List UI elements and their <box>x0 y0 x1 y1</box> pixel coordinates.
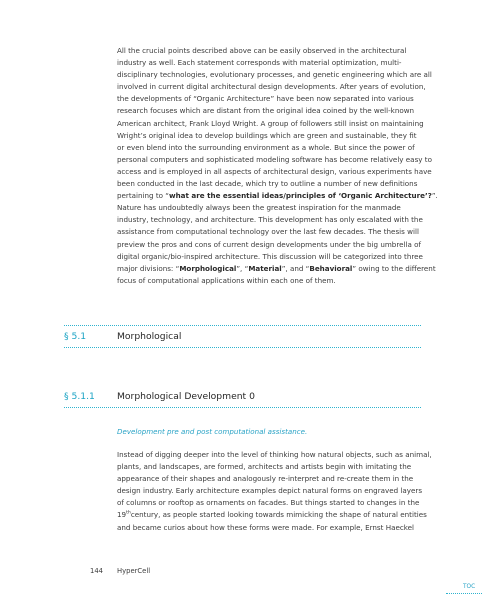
emphasis-text: Morphological <box>179 263 237 273</box>
text-line <box>117 509 435 521</box>
text-line: All the crucial points described above can be easily observed in the architectural <box>117 46 407 55</box>
section-divider <box>64 347 421 348</box>
text-line: plants, and landscapes, are formed, architects and artists begin with imitating the <box>117 462 412 472</box>
intro-paragraph <box>117 45 438 287</box>
text-fragment: ” owing to the different <box>352 263 436 273</box>
subsection-caption: Development pre and post computational assistance. <box>117 427 308 436</box>
text-line: access and is employed in all aspects of architectural design, various experiments have <box>117 166 432 176</box>
emphasis-text: Material <box>248 263 282 273</box>
text-line: assistance from computational technology over the last few decades. The thesis will <box>117 227 419 237</box>
subsection-number: § 5.1.1 <box>64 391 95 402</box>
text-fragment: ”. <box>431 191 438 201</box>
emphasis-text: what are the essential ideas/principles of ‘Organic Architecture’? <box>169 191 432 201</box>
text-line: Instead of digging deeper into the level of thinking how natural objects, such as animal, <box>117 450 432 459</box>
toc-divider <box>446 593 482 594</box>
text-fragment: ”, “ <box>236 263 249 273</box>
text-line: personal computers and sophisticated modeling software has become relatively easy to <box>117 154 432 164</box>
text-fragment: ”, and “ <box>281 263 310 273</box>
section-divider <box>64 325 421 326</box>
text-line: appearance of their shapes and analogously re-interpret and re-create them in the <box>117 474 414 484</box>
text-line <box>117 190 438 202</box>
text-fragment: major divisions: “ <box>117 263 180 273</box>
text-line <box>117 263 435 275</box>
text-line: preview the pros and cons of current design developments under the big umbrella of <box>117 239 421 249</box>
text-line: industry as well. Each statement corresponds with material optimization, multi- <box>117 58 402 68</box>
text-line: involved in current digital architectural design developments. After years of evolution, <box>117 82 426 92</box>
text-line: digital organic/bio-inspired architecture. This discussion will be categorized into three <box>117 251 423 261</box>
text-line: the developments of “Organic Architecture” have been now separated into various <box>117 94 414 104</box>
section-title: Morphological <box>117 331 182 342</box>
text-line: industry, technology, and architecture. This development has only escalated with the <box>117 215 423 225</box>
book-title: HyperCell <box>117 567 151 575</box>
text-line: or even blend into the surrounding environment as a whole. But since the power of <box>117 142 415 152</box>
section-number: § 5.1 <box>64 331 87 342</box>
text-line: research focuses which are distant from the original idea coined by the well-known <box>117 106 415 116</box>
superscript: th <box>126 511 131 517</box>
text-fragment: 19 <box>117 510 127 520</box>
text-line: design industry. Early architecture examples depict natural forms on engraved layers <box>117 486 423 496</box>
page-number: 144 <box>90 567 103 575</box>
text-line: of columns or rooftop as ornaments on facades. But things started to changes in the <box>117 498 420 508</box>
emphasis-text: Behavioral <box>309 263 353 273</box>
text-fragment: century, as people started looking towards mimicking the shape of natural entities <box>130 510 427 520</box>
text-line: Wright’s original idea to develop buildings which are green and sustainable, they fit <box>117 130 417 140</box>
body-paragraph <box>117 449 435 534</box>
text-line: and became curios about how these forms were made. For example, Ernst Haeckel <box>117 522 415 532</box>
text-line: disciplinary technologies, evolutionary processes, and genetic engineering which are all <box>117 70 432 80</box>
text-line: American architect, Frank Lloyd Wright. A group of followers still insist on maintaining <box>117 118 424 128</box>
text-line: Nature has undoubtedly always been the greatest inspiration for the manmade <box>117 203 401 213</box>
subsection-divider <box>64 407 421 408</box>
text-line: been conducted in the last decade, which try to outline a number of new definitions <box>117 179 418 189</box>
text-line: focus of computational applications within each one of them. <box>117 275 336 285</box>
toc-link[interactable]: TOC <box>463 584 476 590</box>
subsection-title: Morphological Development 0 <box>117 391 255 402</box>
text-fragment: pertaining to “ <box>117 191 169 201</box>
